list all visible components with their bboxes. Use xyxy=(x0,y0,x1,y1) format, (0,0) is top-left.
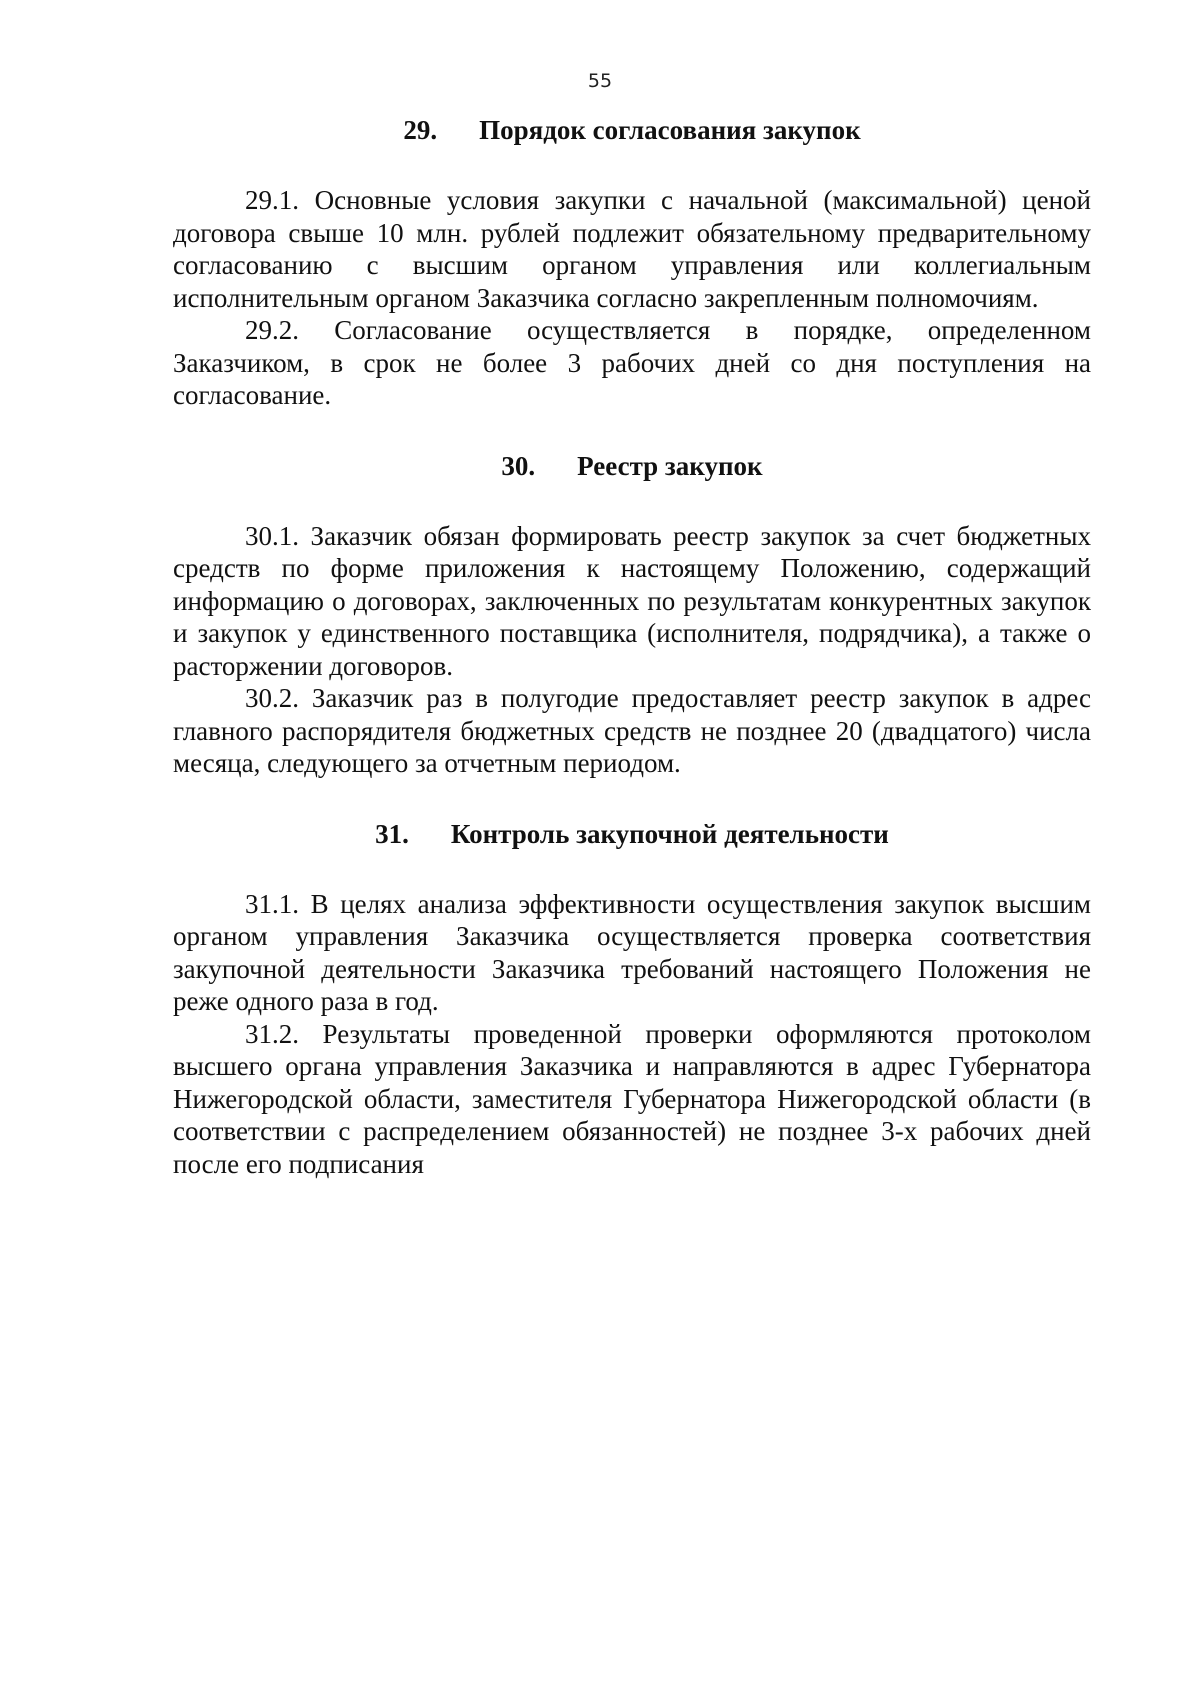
paragraph: 29.2. Согласование осуществляется в порядке, определенном Заказчиком, в срок не более 3 рабочих дней со дня поступления на согласование. xyxy=(173,315,1091,410)
section-number: 29. xyxy=(403,115,438,145)
section-number: 31. xyxy=(375,818,409,849)
section-heading xyxy=(173,110,1091,150)
section-heading xyxy=(173,814,1091,854)
section-30 xyxy=(173,446,1091,780)
document-body xyxy=(173,110,1091,1180)
section-number: 30. xyxy=(501,450,536,481)
paragraph: 29.1. Основные условия закупки с начальной (максимальной) ценой договора свыше 10 млн. рублей подлежит обязательному предварительному согласованию с высшим органом управления или коллегиальным исполнительным органом Заказчика согласно закрепленным полномочиям. xyxy=(173,185,1091,313)
section-heading xyxy=(173,446,1091,486)
section-31 xyxy=(173,814,1091,1181)
section-title: Порядок согласования закупок xyxy=(479,115,861,145)
paragraph: 31.2. Результаты проведенной проверки оформляются протоколом высшего органа управления Заказчика и направляются в адрес Губернатора Нижегородской области, заместителя Губернатора Нижегородской области (в соответствии с распределением обязанностей) не позднее 3-х рабочих дней после его подписания xyxy=(173,1018,1091,1179)
section-title: Реестр закупок xyxy=(577,450,763,481)
section-29 xyxy=(173,110,1091,412)
page-number: 55 xyxy=(587,70,613,92)
paragraph: 30.2. Заказчик раз в полугодие предоставляет реестр закупок в адрес главного распорядителя бюджетных средств не позднее 20 (двадцатого) числа месяца, следующего за отчетным периодом. xyxy=(173,683,1091,778)
section-title: Контроль закупочной деятельности xyxy=(450,818,889,849)
paragraph: 30.1. Заказчик обязан формировать реестр закупок за счет бюджетных средств по форме приложения к настоящему Положению, содержащий информацию о договорах, заключенных по результатам конкурентных закупок и закупок у единственного поставщика (исполнителя, подрядчика), а также о расторжении договоров. xyxy=(173,520,1091,681)
paragraph: 31.1. В целях анализа эффективности осуществления закупок высшим органом управления Заказчика осуществляется проверка соответствия закупочной деятельности Заказчика требований настоящего Положения не реже одного раза в год. xyxy=(173,888,1091,1016)
